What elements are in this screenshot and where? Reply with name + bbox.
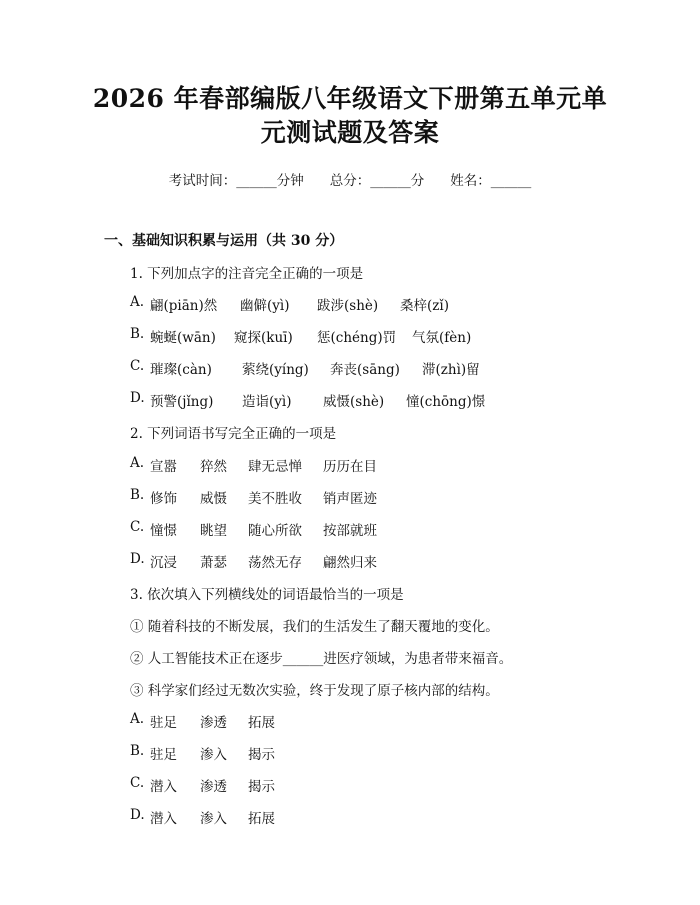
question-1-stem: 1. 下列加点字的注音完全正确的一项是 — [130, 266, 364, 282]
q2-option-b: B. 修饰 威慑 美不胜收 销声匿迹 — [130, 487, 377, 507]
exam-info-row — [0, 169, 700, 189]
q3-sentence-1: ① 随着科技的不断发展，我们的生活发生了翻天覆地的变化。 — [130, 619, 499, 635]
q3-sentence-3: ③ 科学家们经过无数次实验，终于发现了原子核内部的结构。 — [130, 683, 499, 699]
total-score-field: 总分：______分 — [329, 173, 425, 189]
q2-option-c: C. 憧憬 眺望 随心所欲 按部就班 — [130, 519, 377, 539]
q3-option-a: A. 驻足 渗透 拓展 — [130, 711, 275, 731]
exam-title-line-1: 2026 年春部编版八年级语文下册第五单元单 — [92, 84, 608, 113]
question-3-stem: 3. 依次填入下列横线处的词语最恰当的一项是 — [130, 587, 404, 603]
exam-title-line-2: 元测试题及答案 — [260, 118, 440, 147]
q1-option-c: C. 璀璨(càn) 萦绕(yíng) 奔丧(sāng) 滞(zhì)留 — [130, 358, 480, 378]
section-heading: 一、基础知识积累与运用（共 30 分） — [104, 233, 344, 249]
q3-option-d: D. 潜入 渗入 拓展 — [130, 807, 275, 827]
q3-sentence-2: ② 人工智能技术正在逐步______进医疗领域，为患者带来福音。 — [130, 651, 513, 667]
q1-option-a: A. 翩(piān)然 幽僻(yì) 跋涉(shè) 桑梓(zǐ) — [130, 294, 449, 314]
q2-option-a: A. 宣嚣 猝然 肆无忌惮 历历在目 — [130, 455, 377, 475]
q1-option-b: B. 蜿蜒(wān) 窥探(kuī) 惩(chéng)罚 气氛(fèn) — [130, 326, 472, 346]
q3-option-b: B. 驻足 渗入 揭示 — [130, 743, 275, 763]
q1-option-d: D. 预警(jǐng) 造诣(yì) 威慑(shè) 憧(chōng)憬 — [130, 390, 486, 410]
q3-option-c: C. 潜入 渗透 揭示 — [130, 775, 275, 795]
question-2-stem: 2. 下列词语书写完全正确的一项是 — [130, 426, 337, 442]
student-name-field: 姓名：______ — [450, 173, 532, 189]
exam-time-field: 考试时间：______分钟 — [168, 173, 304, 189]
q2-option-d: D. 沉浸 萧瑟 荡然无存 翩然归来 — [130, 551, 377, 571]
